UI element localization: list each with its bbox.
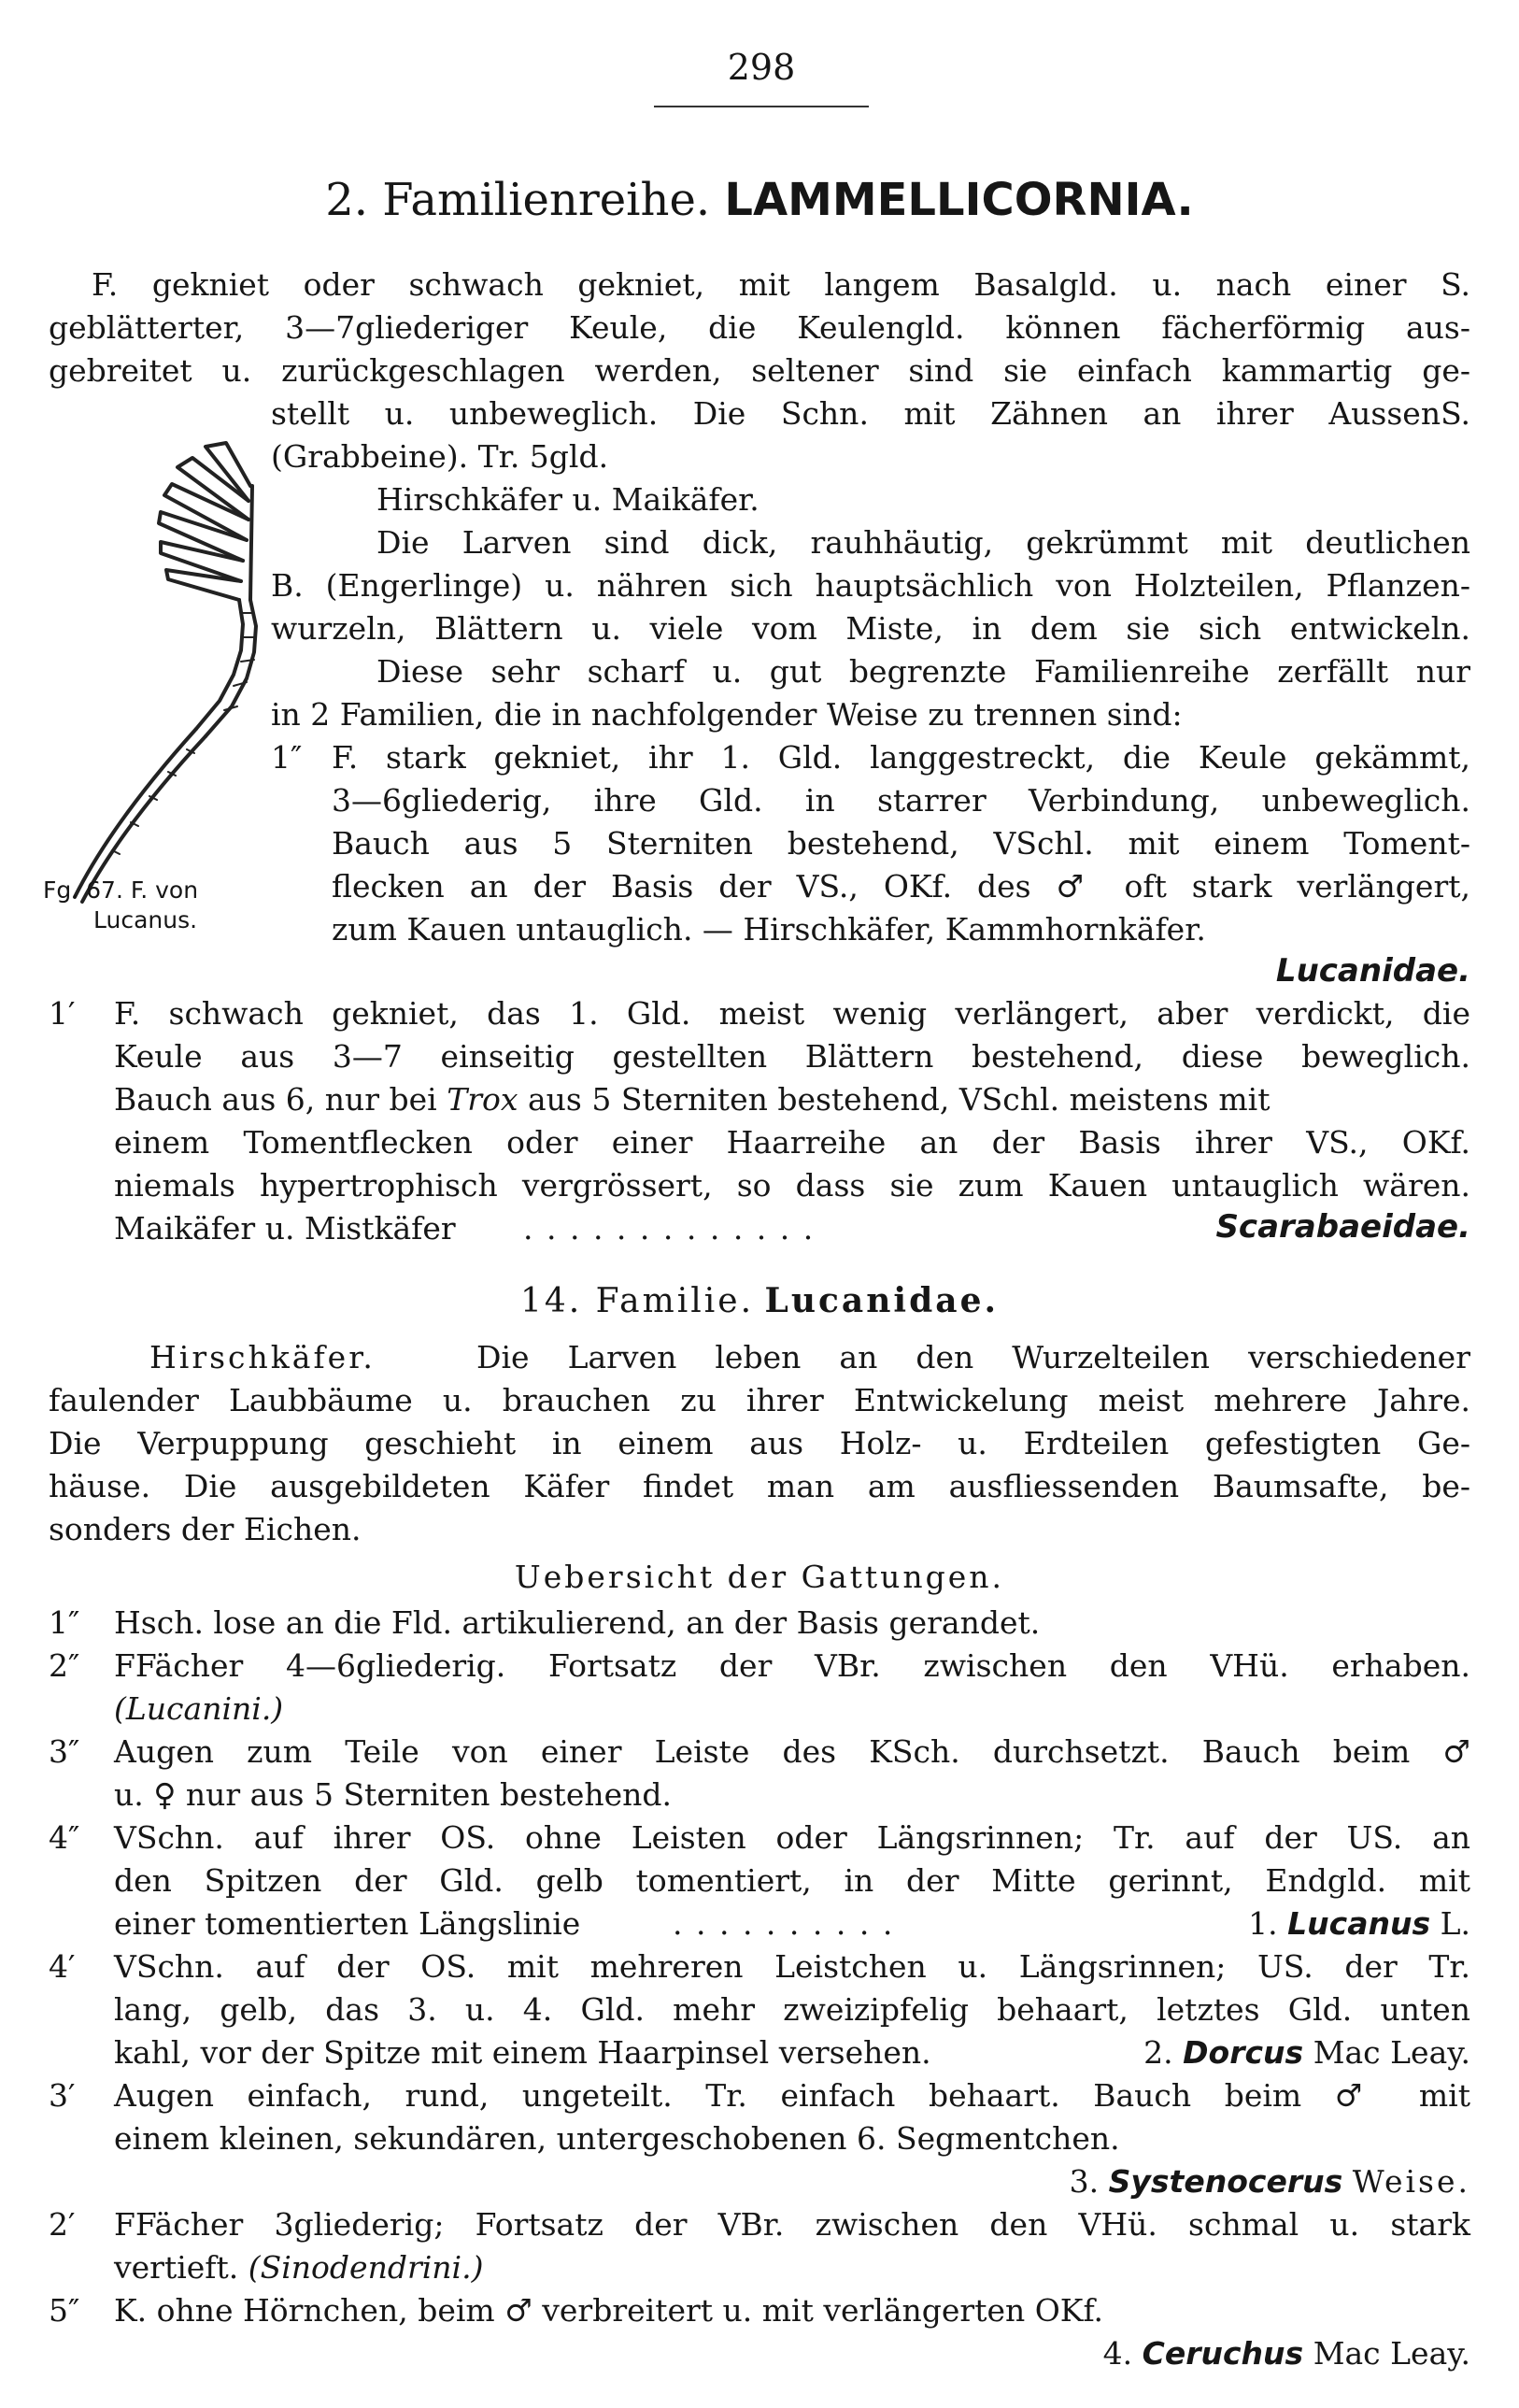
family-lead-text: Hirschkäfer. bbox=[149, 1339, 376, 1375]
key-line: niemals hypertrophisch vergrössert, so dass sie zum Kauen untauglich wären. bbox=[114, 1167, 1470, 1204]
intro-line: wurzeln, Blättern u. viele vom Miste, in dem sie sich entwickeln. bbox=[271, 610, 1470, 647]
key-line: einem Tomentflecken oder einer Haarreihe an der Basis ihrer VS., OKf. bbox=[114, 1124, 1470, 1161]
heading-title: LAMMELLICORNIA. bbox=[724, 174, 1194, 226]
intro-line: Diese sehr scharf u. gut begrenzte Familienreihe zerfällt nur bbox=[376, 653, 1470, 690]
key-line: einer tomentierten Längslinie bbox=[114, 1905, 581, 1942]
family-line: Die Larven leben an den Wurzelteilen verschiedener bbox=[476, 1339, 1470, 1375]
tribe-sinodendrini: (Sinodendrini.) bbox=[248, 2249, 484, 2286]
key-marker: 4′ bbox=[49, 1948, 76, 1985]
key-marker: 3″ bbox=[49, 1733, 80, 1770]
key-line: Augen einfach, rund, ungeteilt. Tr. einfach behaart. Bauch beim ♂ mit bbox=[114, 2077, 1470, 2114]
key-marker: 1″ bbox=[271, 739, 303, 776]
genus-number: 3. bbox=[1069, 2163, 1100, 2200]
key-marker: 3′ bbox=[49, 2077, 76, 2114]
key-line: Hsch. lose an die Fld. artikulierend, an der Basis gerandet. bbox=[114, 1604, 1041, 1641]
header-rule bbox=[654, 106, 869, 107]
intro-line: F. gekniet oder schwach gekniet, mit langem Basalgld. u. nach einer S. bbox=[92, 266, 1470, 303]
key-line: Keule aus 3—7 einseitig gestellten Blättern bestehend, diese beweglich. bbox=[114, 1038, 1470, 1075]
intro-line: stellt u. unbeweglich. Die Schn. mit Zähnen an ihrer AussenS. bbox=[271, 395, 1470, 432]
key-line: Maikäfer u. Mistkäfer bbox=[114, 1210, 456, 1247]
intro-line: zum Kauen untauglich. — Hirschkäfer, Kammhornkäfer. bbox=[332, 911, 1206, 948]
genus-result bbox=[934, 2333, 1470, 2374]
key-marker: 2″ bbox=[49, 1647, 80, 1684]
key-line: FFächer 3gliederig; Fortsatz der VBr. zwischen den VHü. schmal u. stark bbox=[114, 2206, 1470, 2243]
key-line: VSchn. auf ihrer OS. ohne Leisten oder Längsrinnen; Tr. auf der US. an bbox=[114, 1819, 1470, 1856]
genera-key-heading-text: Uebersicht der Gattungen. bbox=[514, 1559, 1005, 1595]
key-line: VSchn. auf der OS. mit mehreren Leistchen u. Längsrinnen; US. der Tr. bbox=[114, 1948, 1470, 1985]
key-line: K. ohne Hörnchen, beim ♂ verbreitert u. mit verlängerten OKf. bbox=[114, 2292, 1103, 2329]
genus-systenocerus: Systenocerus bbox=[1108, 2163, 1343, 2200]
genera-key-heading bbox=[0, 1557, 1519, 1598]
genus-author: L. bbox=[1440, 1905, 1470, 1942]
dot-leader: . . . . . . . . . . bbox=[673, 1905, 895, 1942]
intro-line: Die Larven sind dick, rauhhäutig, gekrümmt mit deutlichen bbox=[376, 524, 1470, 561]
key-marker: 2′ bbox=[49, 2206, 76, 2243]
genus-number: 2. bbox=[1143, 2034, 1173, 2071]
key-line: kahl, vor der Spitze mit einem Haarpinsel versehen. bbox=[114, 2034, 931, 2071]
genus-number: 1. bbox=[1248, 1905, 1278, 1942]
page-number: 298 bbox=[727, 47, 796, 88]
key-line bbox=[114, 2247, 861, 2288]
key-line: FFächer 4—6gliederig. Fortsatz der VBr. zwischen den VHü. erhaben. bbox=[114, 1647, 1470, 1684]
tribe-lucanini: (Lucanini.) bbox=[114, 1690, 284, 1727]
figure-caption-line1: Fg. 67. F. von bbox=[43, 876, 199, 904]
key-marker: 1′ bbox=[49, 995, 76, 1032]
intro-line: flecken an der Basis der VS., OKf. des ♂ oft stark verlängert, bbox=[332, 868, 1470, 905]
intro-line: Bauch aus 5 Sterniten bestehend, VSchl. mit einem Toment- bbox=[332, 825, 1470, 862]
genus-dorcus: Dorcus bbox=[1183, 2034, 1304, 2071]
intro-line: B. (Engerlinge) u. nähren sich hauptsächlich von Holzteilen, Pflanzen- bbox=[271, 567, 1470, 604]
genus-result bbox=[841, 2161, 1470, 2202]
intro-line: Hirschkäfer u. Maikäfer. bbox=[376, 481, 760, 518]
key-line: F. schwach gekniet, das 1. Gld. meist wenig verlängert, aber verdickt, die bbox=[114, 995, 1470, 1032]
key-line: Augen zum Teile von einer Leiste des KSch. durchsetzt. Bauch beim ♂ bbox=[114, 1733, 1470, 1770]
genus-lucanus: Lucanus bbox=[1287, 1905, 1431, 1942]
key-line: lang, gelb, das 3. u. 4. Gld. mehr zweizipfelig behaart, letztes Gld. unten bbox=[114, 1991, 1470, 2028]
key-marker: 1″ bbox=[49, 1604, 80, 1641]
family-heading-title: Lucanidae. bbox=[764, 1281, 1000, 1320]
genus-result bbox=[972, 2032, 1470, 2073]
genus-trox: Trox bbox=[447, 1081, 518, 1118]
family-heading-prefix: 14. Familie. bbox=[519, 1282, 755, 1320]
family-line: sonders der Eichen. bbox=[49, 1511, 362, 1547]
key-line-part: Bauch aus 6, nur bei bbox=[114, 1081, 437, 1118]
intro-line: 3—6gliederig, ihre Gld. in starrer Verbindung, unbeweglich. bbox=[332, 782, 1470, 819]
family-line: häuse. Die ausgebildeten Käfer findet man am ausfliessenden Baumsafte, be- bbox=[49, 1468, 1470, 1504]
genus-author: Weise. bbox=[1352, 2163, 1470, 2200]
genus-ceruchus: Ceruchus bbox=[1142, 2335, 1304, 2372]
heading-prefix: 2. Familienreihe. bbox=[325, 174, 711, 226]
intro-line: (Grabbeine). Tr. 5gld. bbox=[271, 438, 609, 475]
intro-line: in 2 Familien, die in nachfolgender Weise zu trennen sind: bbox=[271, 696, 1183, 733]
intro-line: F. stark gekniet, ihr 1. Gld. langgestreckt, die Keule gekämmt, bbox=[332, 739, 1470, 776]
key-line: den Spitzen der Gld. gelb tomentiert, in der Mitte gerinnt, Endgld. mit bbox=[114, 1862, 1470, 1899]
lucanidae-label: Lucanidae. bbox=[1275, 952, 1470, 990]
key-marker: 4″ bbox=[49, 1819, 80, 1856]
key-line-part: vertieft. bbox=[114, 2249, 239, 2286]
antenna-figure bbox=[56, 430, 290, 916]
intro-line: geblätterter, 3—7gliederiger Keule, die Keulengld. können fächerförmig aus- bbox=[49, 309, 1470, 346]
family-line: faulender Laubbäume u. brauchen zu ihrer Entwickelung meist mehrere Jahre. bbox=[49, 1382, 1470, 1418]
intro-line: gebreitet u. zurückgeschlagen werden, seltener sind sie einfach kammartig ge- bbox=[49, 352, 1470, 389]
section-heading bbox=[0, 174, 1519, 226]
genus-author: Mac Leay. bbox=[1313, 2034, 1470, 2071]
key-line: u. ♀ nur aus 5 Sterniten bestehend. bbox=[114, 1776, 672, 1813]
family-line: Die Verpuppung geschieht in einem aus Holz- u. Erdteilen gefestigten Ge- bbox=[49, 1425, 1470, 1461]
key-line: einem kleinen, sekundären, untergeschobenen 6. Segmentchen. bbox=[114, 2120, 1120, 2157]
key-line-part: aus 5 Sterniten bestehend, VSchl. meistens mit bbox=[527, 1081, 1271, 1118]
scarabaeidae-label: Scarabaeidae. bbox=[1215, 1208, 1470, 1246]
family-lead bbox=[149, 1337, 458, 1378]
key-line bbox=[114, 1079, 1470, 1120]
key-marker: 5″ bbox=[49, 2292, 80, 2329]
dot-leader: . . . . . . . . . . . . . bbox=[523, 1210, 816, 1247]
genus-result bbox=[1074, 1903, 1470, 1945]
genus-author: Mac Leay. bbox=[1313, 2335, 1470, 2372]
genus-number: 4. bbox=[1102, 2335, 1133, 2372]
family-heading bbox=[0, 1280, 1519, 1321]
figure-caption-line2: Lucanus. bbox=[93, 906, 198, 933]
